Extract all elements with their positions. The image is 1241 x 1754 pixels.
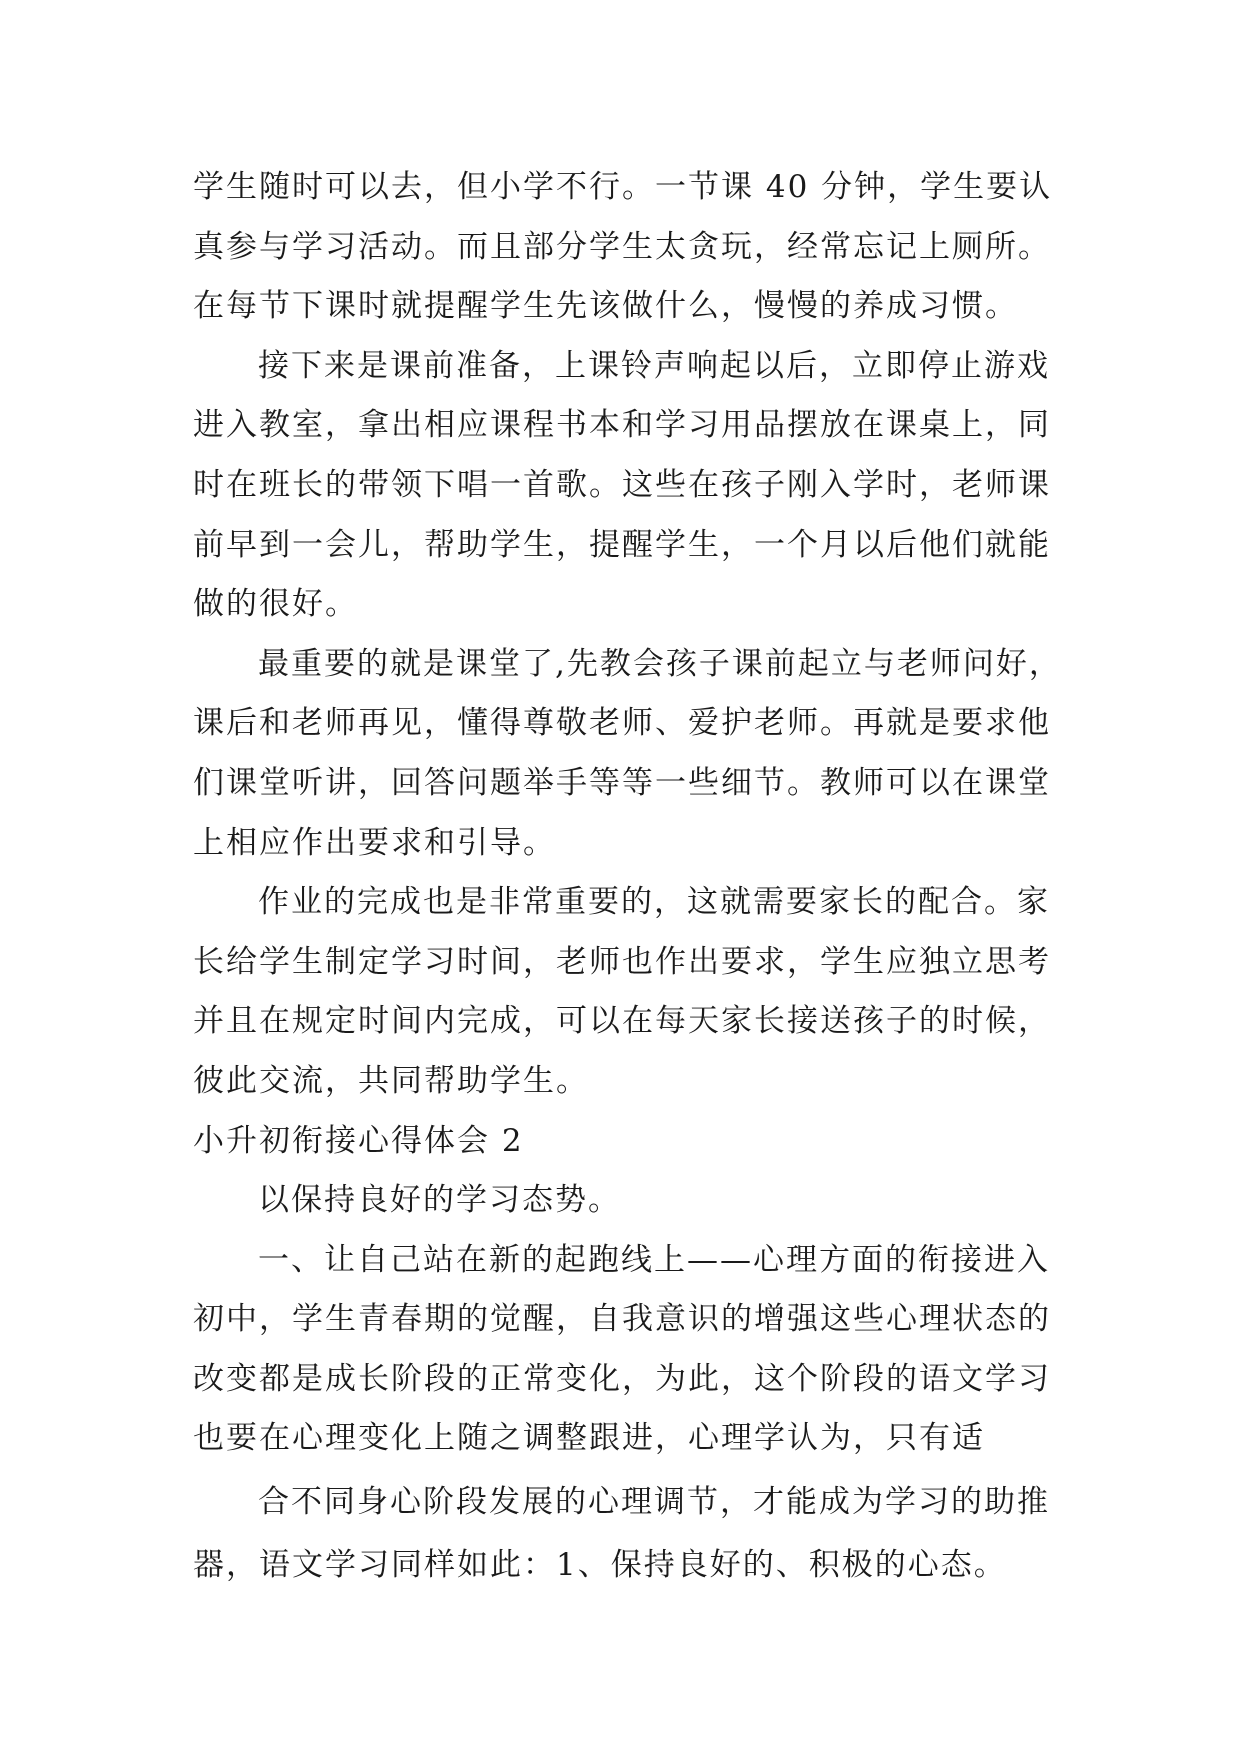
text-line: 时在班长的带领下唱一首歌。这些在孩子刚入学时，老师课 bbox=[193, 466, 1051, 503]
text-line: 课后和老师再见，懂得尊敬老师、爱护老师。再就是要求他 bbox=[193, 705, 1051, 742]
text-line: 做的很好。 bbox=[193, 586, 358, 623]
paragraph-first-line: 以保持良好的学习态势。 bbox=[258, 1182, 621, 1219]
text-line: 长给学生制定学习时间，老师也作出要求，学生应独立思考 bbox=[193, 943, 1051, 980]
text-line: 真参与学习活动。而且部分学生太贪玩，经常忘记上厕所。 bbox=[193, 228, 1051, 265]
text-line: 前早到一会儿，帮助学生，提醒学生，一个月以后他们就能 bbox=[193, 526, 1051, 563]
text-line: 彼此交流，共同帮助学生。 bbox=[193, 1062, 589, 1099]
text-line: 初中，学生青春期的觉醒，自我意识的增强这些心理状态的 bbox=[193, 1301, 1051, 1338]
text-line: 改变都是成长阶段的正常变化，为此，这个阶段的语文学习 bbox=[193, 1360, 1051, 1397]
text-line: 器，语文学习同样如此：1、保持良好的、积极的心态。 bbox=[193, 1547, 1007, 1584]
text-line: 在每节下课时就提醒学生先该做什么，慢慢的养成习惯。 bbox=[193, 288, 1018, 325]
text-line: 进入教室，拿出相应课程书本和学习用品摆放在课桌上，同 bbox=[193, 407, 1051, 444]
text-line: 上相应作出要求和引导。 bbox=[193, 824, 556, 861]
document-body bbox=[193, 158, 1073, 1596]
paragraph-first-line: 作业的完成也是非常重要的，这就需要家长的配合。家 bbox=[258, 884, 1050, 921]
paragraph-first-line: 合不同身心阶段发展的心理调节，才能成为学习的助推 bbox=[258, 1484, 1050, 1521]
text-line: 们课堂听讲，回答问题举手等等一些细节。教师可以在课堂 bbox=[193, 764, 1051, 801]
text-line: 并且在规定时间内完成，可以在每天家长接送孩子的时候， bbox=[193, 1003, 1051, 1040]
paragraph-first-line: 最重要的就是课堂了,先教会孩子课前起立与老师问好， bbox=[258, 645, 1062, 682]
section-heading: 小升初衔接心得体会 2 bbox=[193, 1122, 524, 1159]
paragraph-first-line: 一、让自己站在新的起跑线上——心理方面的衔接进入 bbox=[258, 1241, 1050, 1278]
paragraph-first-line: 接下来是课前准备，上课铃声响起以后，立即停止游戏 bbox=[258, 347, 1050, 384]
text-line: 学生随时可以去，但小学不行。一节课 40 分钟，学生要认 bbox=[193, 169, 1053, 205]
text-line: 也要在心理变化上随之调整跟进，心理学认为，只有适 bbox=[193, 1420, 985, 1457]
